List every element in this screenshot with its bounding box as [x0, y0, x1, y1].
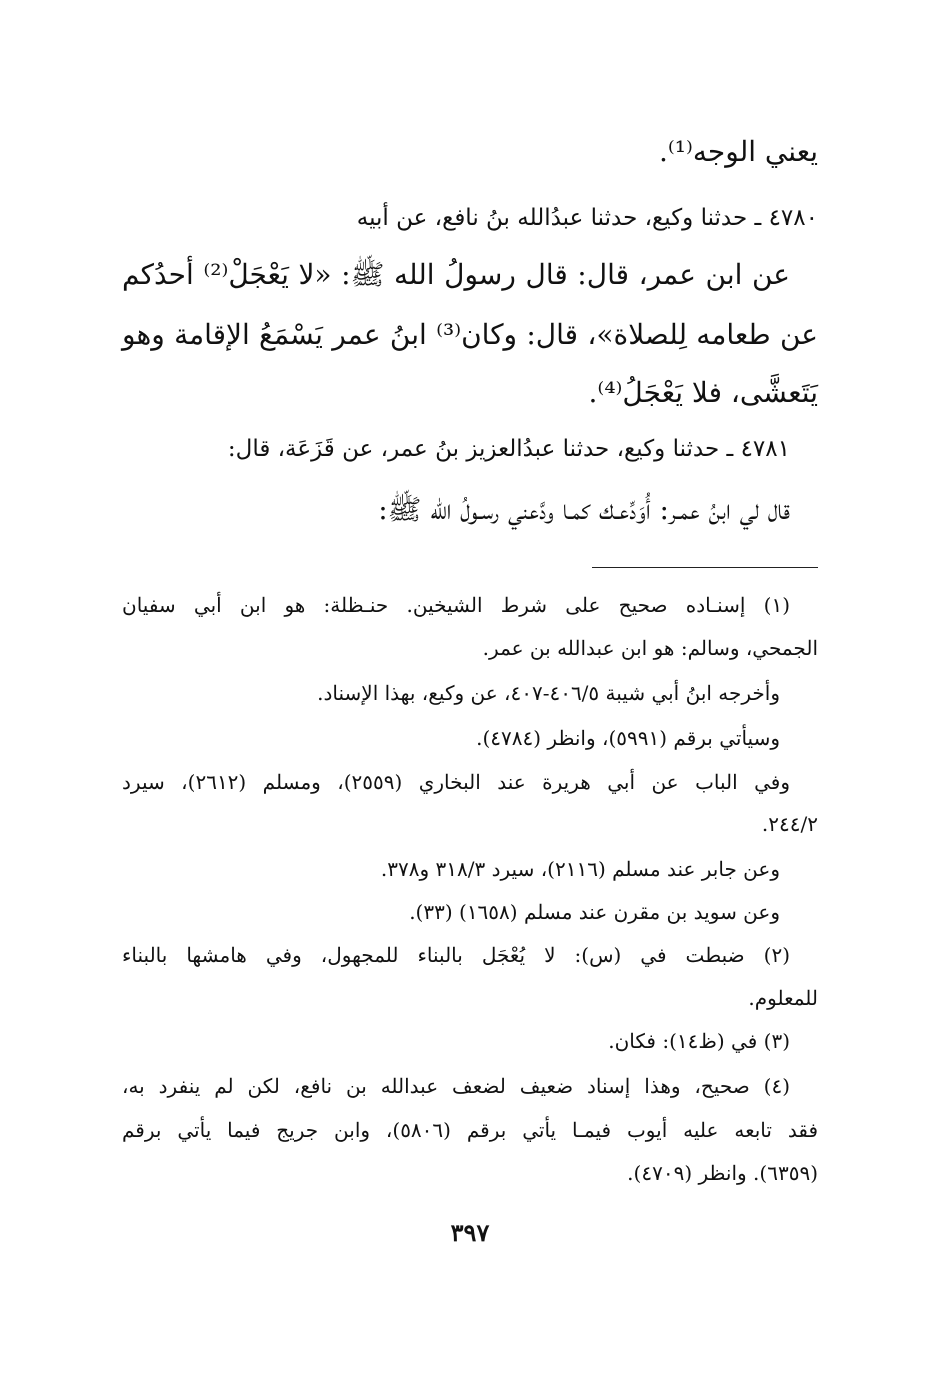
text-line-7: قال لي ابنُ عمـر: أُوَدِّعـك كمـا ودَّعني رسـولُ الله ﷺ:	[378, 493, 790, 526]
text-line-5: يَتَعشَّى، فلا يَعْجَلُ⁽⁴⁾.	[588, 376, 818, 409]
text-line-3: عن ابن عمر، قال: قال رسولُ الله ﷺ: «لا يَعْجَلْ⁽²⁾ أحدُكم	[122, 258, 790, 291]
footnote-1-line-2: الجمحي، وسالم: هو ابن عبدالله بن عمر.	[482, 636, 818, 660]
footnote-1-line-8: وعن سويد بن مقرن عند مسلم (١٦٥٨) (٣٣).	[409, 900, 780, 924]
footnote-1-line-6: ٢٤٤/٢.	[761, 812, 818, 836]
footnote-1-line-4: وسيأتي برقم (٥٩٩١)، وانظر (٤٧٨٤).	[476, 726, 780, 750]
footnote-2-line-1: (٢) ضبطت في (س): لا يُعْجَل بالبناء للمجهول، وفي هامشها بالبناء	[122, 943, 790, 967]
footnote-3: (٣) في (ظ١٤): فكان.	[608, 1029, 790, 1053]
page-number: ٣٩٧	[450, 1218, 490, 1247]
footnote-2-line-2: للمعلوم.	[748, 986, 818, 1010]
footnote-1-line-3: وأخرجه ابنُ أبي شيبة ٤٠٦/٥-٤٠٧، عن وكيع، بهذا الإسناد.	[317, 681, 780, 705]
footnote-4-line-1: (٤) صحيح، وهذا إسناد ضعيف لضعف عبدالله بن نافع، لكن لم ينفرد به،	[122, 1074, 790, 1098]
hadith-4780-header: ٤٧٨٠ ـ حدثنا وكيع، حدثنا عبدُالله بنُ نافع، عن أبيه	[356, 205, 818, 231]
footnote-4-line-2: فقد تابعه عليه أيوب فيمـا يأتي برقم (٥٨٠٦)، وابن جريج فيما يأتي برقم	[122, 1118, 819, 1142]
text-line-1: يعني الوجه⁽¹⁾.	[659, 135, 818, 168]
footnote-4-line-3: (٦٣٥٩). وانظر (٤٧٠٩).	[627, 1161, 818, 1185]
footnote-1-line-5: وفي الباب عن أبي هريرة عند البخاري (٢٥٥٩)، ومسلم (٢٦١٢)، سيرد	[122, 770, 791, 794]
footnote-1-line-7: وعن جابر عند مسلم (٢١١٦)، سيرد ٣١٨/٣ و٣٧٨.	[380, 857, 780, 881]
footnote-1-line-1: (١) إسنـاده صحيح على شرط الشيخين. حنـظلة: هو ابن أبي سفيان	[122, 593, 790, 617]
text-line-4: عن طعامه لِلصلاة»، قال: وكان⁽³⁾ ابنُ عمر يَسْمَعُ الإقامة وهو	[122, 318, 818, 351]
footnote-separator	[592, 567, 818, 568]
hadith-4781-header: ٤٧٨١ ـ حدثنا وكيع، حدثنا عبدُالعزيز بنُ عمر، عن قَزَعَة، قال:	[227, 436, 790, 462]
